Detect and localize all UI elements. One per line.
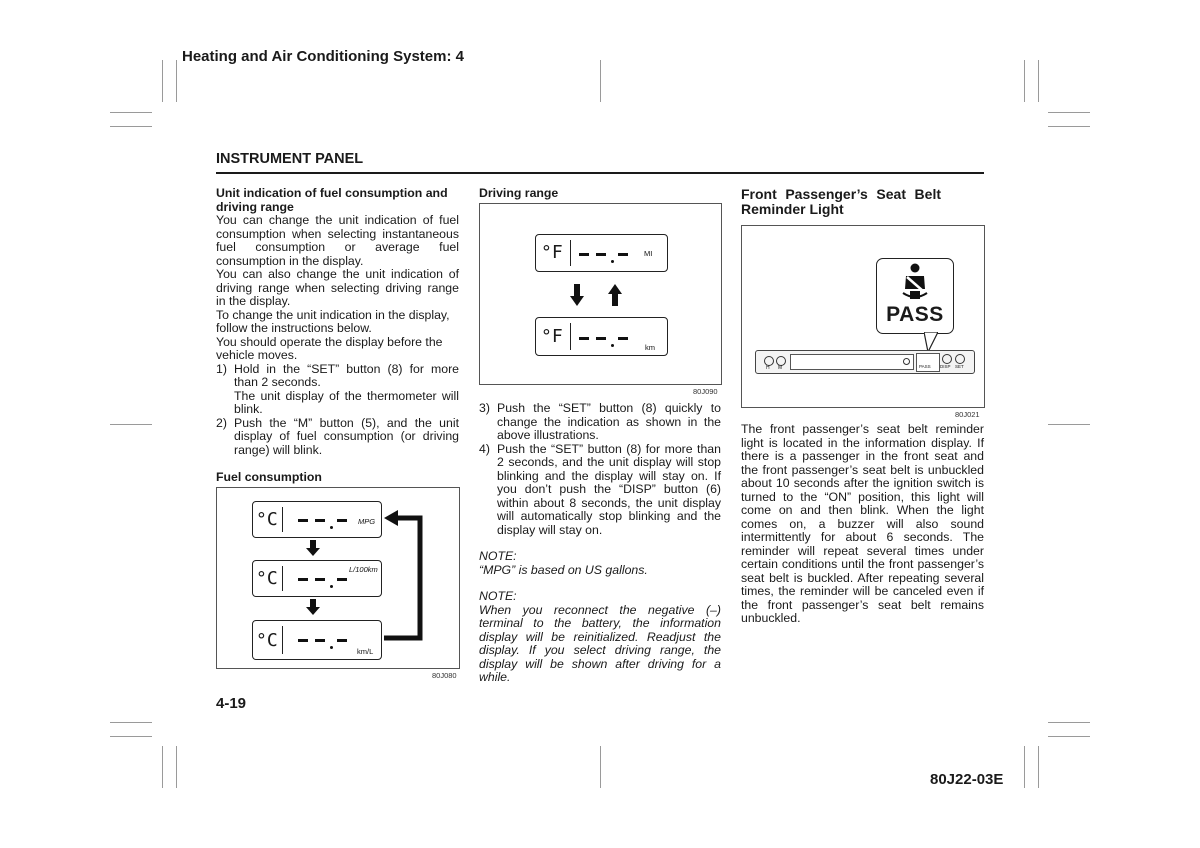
seat-belt-icon bbox=[898, 263, 932, 306]
crop-mark bbox=[1038, 746, 1039, 788]
down-arrow-icon bbox=[306, 540, 320, 561]
crop-mark bbox=[1048, 722, 1090, 723]
panel-label-m: M bbox=[778, 365, 783, 371]
crop-mark bbox=[600, 60, 601, 102]
step-2 bbox=[216, 417, 459, 458]
fuel-consumption-heading: Fuel consumption bbox=[216, 470, 322, 484]
figure-code: 80J090 bbox=[693, 387, 718, 396]
fuel-consumption-figure bbox=[216, 487, 460, 669]
column-2-body bbox=[479, 402, 721, 685]
paragraph: You should operate the display before the vehicle moves. bbox=[216, 334, 443, 362]
crop-mark bbox=[110, 112, 152, 113]
paragraph: You can also change the unit indication of driving range when selecting driving range in the display. bbox=[216, 267, 459, 308]
section-rule bbox=[216, 172, 984, 174]
panel-label-h: H bbox=[766, 365, 770, 371]
crop-mark bbox=[1038, 60, 1039, 102]
column-2 bbox=[479, 187, 721, 201]
down-arrow-icon bbox=[306, 599, 320, 620]
display-window bbox=[790, 354, 914, 370]
unit-label: MI bbox=[644, 249, 653, 258]
note-text: “MPG” is based on US gallons. bbox=[479, 562, 648, 577]
seat-belt-heading: Front Passenger’s Seat Belt Reminder Light bbox=[741, 186, 941, 217]
lcd-mi bbox=[535, 234, 668, 272]
crop-mark bbox=[110, 722, 152, 723]
unit-label: L/100km bbox=[349, 565, 378, 574]
column-3-body bbox=[741, 423, 984, 626]
disp-button bbox=[942, 354, 952, 364]
step-number: 3) bbox=[479, 401, 490, 415]
crop-mark bbox=[176, 60, 177, 102]
cycle-arrow-icon bbox=[382, 508, 426, 653]
crop-mark bbox=[600, 746, 601, 788]
crop-mark bbox=[110, 424, 152, 425]
up-arrow-icon bbox=[608, 284, 622, 311]
seat-belt-figure bbox=[741, 225, 985, 408]
note-label: NOTE: bbox=[479, 549, 517, 563]
temp-unit-display: °C bbox=[256, 630, 278, 651]
note-text: When you reconnect the negative (–) terminal to the battery, the information display will be reinitialized. Readjust the display. If you select driving range, the display will be shown after driving for a while. bbox=[479, 602, 721, 684]
note-label: NOTE: bbox=[479, 589, 517, 603]
temp-unit-display: °C bbox=[256, 568, 278, 589]
crop-mark bbox=[1048, 736, 1090, 737]
unit-label: km/L bbox=[357, 647, 374, 656]
section-title: INSTRUMENT PANEL bbox=[216, 151, 364, 167]
step-number: 2) bbox=[216, 415, 227, 430]
step-3 bbox=[479, 402, 721, 443]
crop-mark bbox=[162, 60, 163, 102]
panel-label-set: SET bbox=[955, 364, 964, 369]
temp-unit-display: °F bbox=[541, 326, 563, 347]
pass-indicator-small bbox=[916, 353, 940, 372]
paragraph: You can change the unit indication of fuel consumption when selecting instantaneous fuel consumption or average fuel consumption in the display. bbox=[216, 213, 459, 268]
crop-mark bbox=[162, 746, 163, 788]
crop-mark bbox=[1048, 126, 1090, 127]
panel-label-pass: PASS bbox=[919, 364, 931, 369]
subheading: Unit indication of fuel consumption and driving range bbox=[216, 186, 448, 214]
unit-label: MPG bbox=[358, 517, 376, 526]
step-number: 1) bbox=[216, 361, 227, 376]
temp-unit-display: °F bbox=[541, 242, 563, 263]
crop-mark bbox=[1024, 60, 1025, 102]
step-number: 4) bbox=[479, 441, 490, 456]
document-code: 80J22-03E bbox=[930, 771, 1004, 788]
crop-mark bbox=[176, 746, 177, 788]
step-1 bbox=[216, 363, 459, 417]
crop-mark bbox=[1048, 112, 1090, 113]
temp-unit-display: °C bbox=[256, 509, 278, 530]
lcd-l100km bbox=[252, 560, 382, 597]
information-display-panel bbox=[755, 350, 975, 374]
figure-code: 80J021 bbox=[955, 410, 980, 419]
display-dot bbox=[903, 358, 910, 365]
chapter-title: Heating and Air Conditioning System: 4 bbox=[182, 48, 464, 65]
step-4 bbox=[479, 443, 721, 538]
down-arrow-icon bbox=[570, 284, 584, 311]
paragraph: The front passenger’s seat belt reminder light is located in the information display. If there is a passenger in the front seat and the front passenger’s seat belt is unbuckled about 10 seconds after the ignition switch is turned to the “ON” position, this light will come on and then blink. When the light comes on, a buzzer will also sound intermittently for about 6 seconds. The reminder will repeat several times under certain conditions until the front passenger’s seat belt is buckled. After repeating several times, the reminder will be canceled even if the front passenger’s seat belt remains unbuckled. bbox=[741, 422, 984, 625]
set-button bbox=[955, 354, 965, 364]
crop-mark bbox=[1024, 746, 1025, 788]
panel-label-disp: DISP bbox=[940, 364, 951, 369]
column-3 bbox=[741, 187, 984, 217]
crop-mark bbox=[110, 736, 152, 737]
column-1 bbox=[216, 187, 459, 485]
pass-indicator-callout bbox=[876, 258, 954, 334]
step-subtext: The unit display of the thermometer will blink. bbox=[234, 388, 459, 416]
unit-label: km bbox=[645, 343, 655, 352]
lcd-km bbox=[535, 317, 668, 356]
pass-label: PASS bbox=[886, 303, 944, 326]
crop-mark bbox=[1048, 424, 1090, 425]
lcd-kml bbox=[252, 620, 382, 660]
driving-range-heading: Driving range bbox=[479, 186, 559, 200]
step-text: Hold in the “SET” button (8) for more than 2 seconds. bbox=[234, 361, 459, 389]
lcd-mpg bbox=[252, 501, 382, 538]
step-text: Push the “SET” button (8) for more than 2 seconds, and the unit display will stop blinking and the display will stay on. If you don’t push the “DISP” button (6) within about 8 seconds, the unit display will automatically stop blinking and the display will stay on. bbox=[497, 441, 721, 537]
paragraph: To change the unit indication in the display, follow the instructions below. bbox=[216, 307, 450, 335]
figure-code: 80J080 bbox=[432, 671, 457, 680]
step-text: Push the “SET” button (8) quickly to change the indication as shown in the above illustrations. bbox=[497, 401, 721, 442]
step-text: Push the “M” button (5), and the unit display of fuel consumption (or driving range) will blink. bbox=[234, 415, 459, 457]
driving-range-figure bbox=[479, 203, 722, 385]
page-number: 4-19 bbox=[216, 695, 247, 712]
crop-mark bbox=[110, 126, 152, 127]
